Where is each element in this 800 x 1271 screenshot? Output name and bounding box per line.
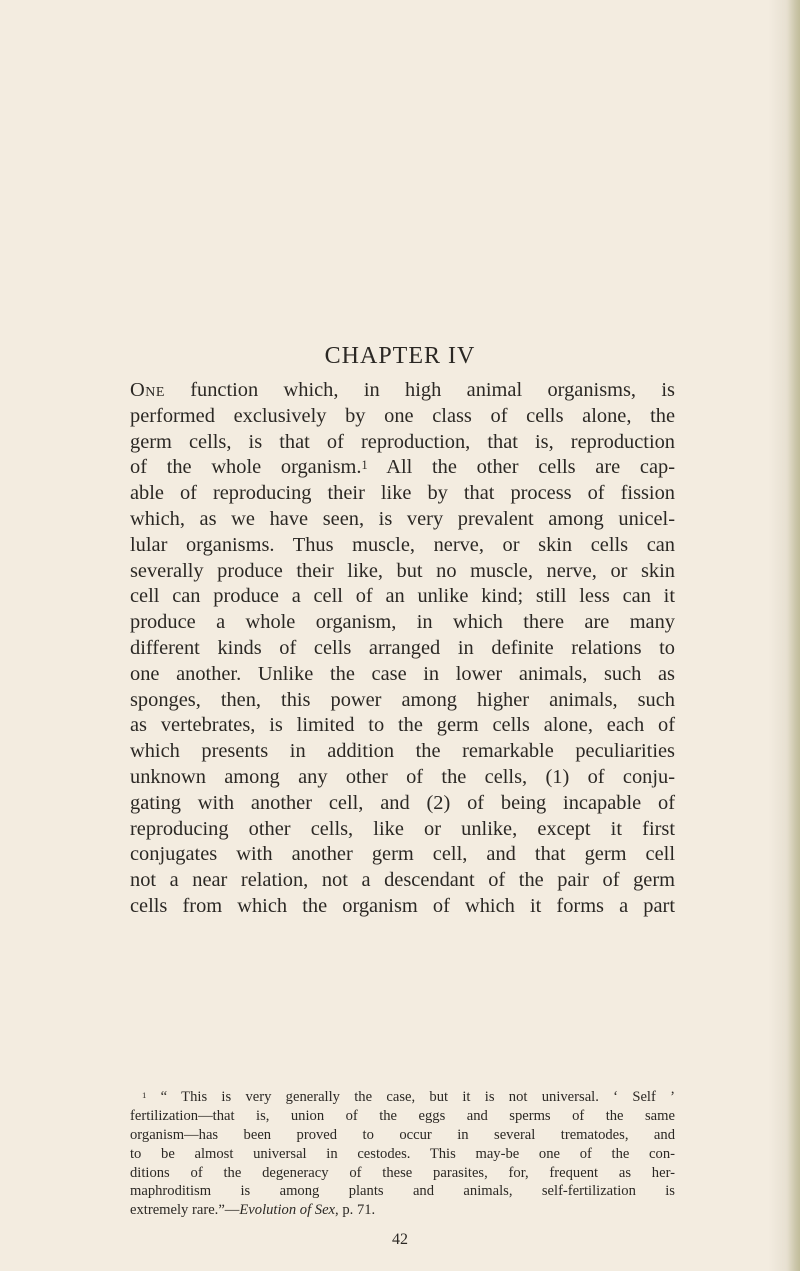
text-line: unknown among any other of the cells, (1) of conju- <box>130 765 675 788</box>
text-line: which, as we have seen, is very prevalent among unicel- <box>130 507 675 530</box>
footnote-line: ditions of the degeneracy of these parasites, for, frequent as her- <box>130 1164 675 1181</box>
text-line: as vertebrates, is limited to the germ cells alone, each of <box>130 714 675 737</box>
page-edge-shadow <box>786 0 800 1271</box>
text-line: lular organisms. Thus muscle, nerve, or skin cells can <box>130 533 675 556</box>
text-segment: of the whole organism. <box>130 456 362 479</box>
footnote-line <box>130 1088 675 1107</box>
footnote-reference[interactable]: 1 <box>361 458 368 473</box>
footnote-line: maphroditism is among plants and animals, self-fertilization is <box>130 1183 675 1200</box>
text-line: produce a whole organism, in which there are many <box>130 611 675 634</box>
footnote-line: to be almost universal in cestodes. This may-be one of the con- <box>130 1145 675 1162</box>
footnote-source-title: Evolution of Sex <box>239 1202 336 1219</box>
page-number: 42 <box>392 1231 408 1248</box>
footnote <box>130 1088 675 1220</box>
opening-word: One <box>130 379 165 401</box>
text-line: sponges, then, this power among higher animals, such <box>130 688 675 711</box>
text-line: germ cells, is that of reproduction, that is, reproduction <box>130 430 675 453</box>
text-line: one another. Unlike the case in lower animals, such as <box>130 662 675 685</box>
text-line: different kinds of cells arranged in definite relations to <box>130 636 675 659</box>
chapter-heading: CHAPTER IV <box>324 343 476 369</box>
text-line: not a near relation, not a descendant of the pair of germ <box>130 869 675 892</box>
text-line: cells from which the organism of which it forms a part <box>130 894 675 917</box>
footnote-source-page: , p. 71. <box>335 1202 376 1219</box>
text-line: performed exclusively by one class of cells alone, the <box>130 404 675 427</box>
text-line: cell can produce a cell of an unlike kind; still less can it <box>130 585 675 608</box>
footnote-marker: 1 <box>142 1090 147 1100</box>
text-line <box>130 455 675 481</box>
text-line: conjugates with another germ cell, and that germ cell <box>130 843 675 866</box>
text-segment: All the other cells are cap- <box>367 456 676 479</box>
text-line: gating with another cell, and (2) of being incapable of <box>130 791 675 814</box>
footnote-segment: “ This is very generally the case, but it is not universal. ‘ Self ’ <box>146 1089 675 1105</box>
text-line: able of reproducing their like by that process of fission <box>130 482 675 505</box>
footnote-line: fertilization—that is, union of the eggs and sperms of the same <box>130 1107 675 1124</box>
text-line: severally produce their like, but no muscle, nerve, or skin <box>130 559 675 582</box>
text-line <box>130 378 675 404</box>
footnote-segment: extremely rare.”— <box>130 1202 240 1219</box>
main-paragraph <box>130 378 675 946</box>
text-segment: function which, in high animal organisms, is <box>164 379 675 401</box>
footnote-line: organism—has been proved to occur in several trematodes, and <box>130 1126 675 1143</box>
text-line: which presents in addition the remarkable peculiarities <box>130 740 675 763</box>
text-line: reproducing other cells, like or unlike, except it first <box>130 817 675 840</box>
text-line <box>130 920 675 946</box>
footnote-line <box>130 1201 675 1220</box>
